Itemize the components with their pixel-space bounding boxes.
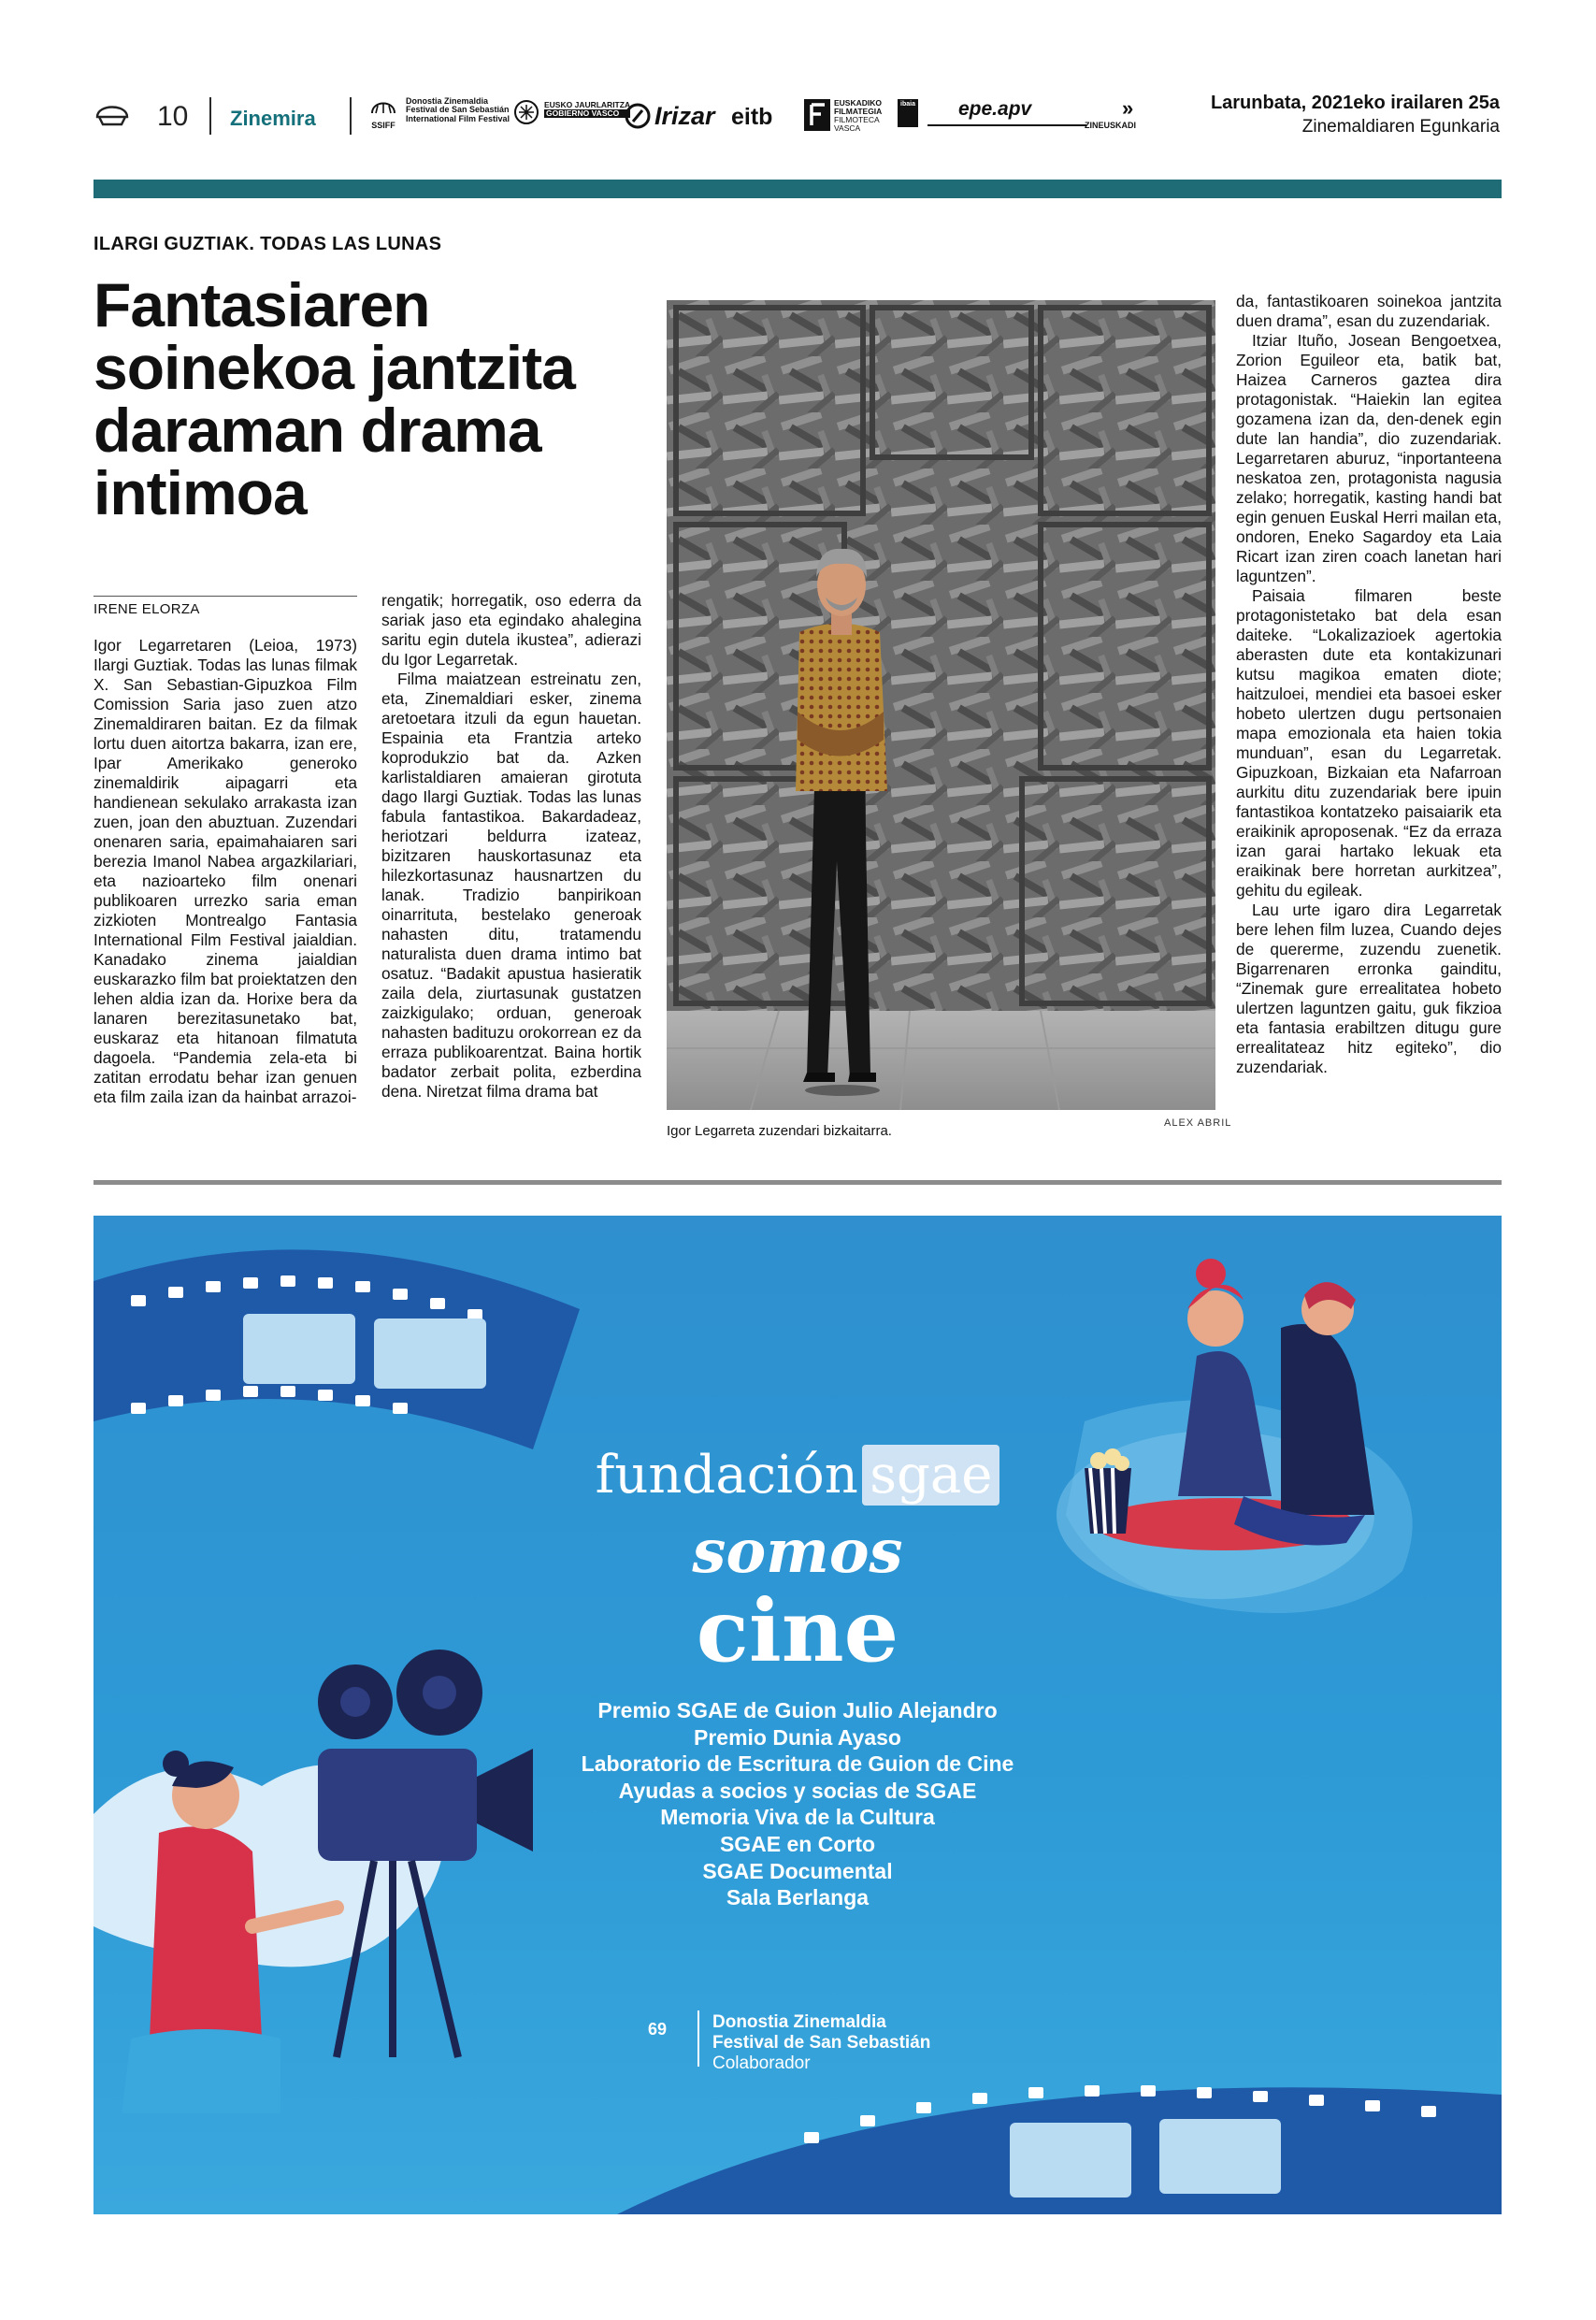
program-item: Premio SGAE de Guion Julio Alejandro <box>597 1698 998 1722</box>
ssiff-short: SSIFF <box>371 121 395 130</box>
program-item: Laboratorio de Escritura de Guion de Cine <box>581 1751 1014 1777</box>
ssiff-line: Donostia Zinemaldia <box>406 96 489 106</box>
article-headline: Fantasiaren soinekoa jantzita daraman drama intimoa <box>93 270 575 527</box>
program-item: Sala Berlanga <box>726 1885 870 1910</box>
paragraph: da, fantastikoaren soinekoa jantzita duen drama”, esan du zuzendariak. <box>1236 292 1502 330</box>
festival-credit <box>712 2012 930 2074</box>
irizar-logo: Irizar <box>654 102 715 130</box>
festival-edition: 69 <box>648 2020 668 2039</box>
header-bar <box>93 180 1502 198</box>
paragraph: Itziar Ituño, Josean Bengoetxea, Zorion Eguileor eta, batik bat, Haizea Carneros gaztea dira protagonistak. “Haiekin lan egitea gozamena izan da, den-denek egin dute lan handia”, dio zuzendariak. Legarretaren aburuz, “inportanteena neskatoa zen, protagonista nagusia zelako; horregatik, kasting handi bat egin genuen Euskal Herri mailan eta, ondoren, Eneko Sagardoy eta Laia Ricart izan ziren coach lanetan hari laguntzen”. <box>1236 331 1502 585</box>
ssiff-logo <box>365 96 402 134</box>
festival-line: Donostia Zinemaldia <box>712 2012 886 2032</box>
ad-cine: cine <box>696 1580 899 1681</box>
program-item: Premio Dunia Ayaso <box>694 1724 901 1750</box>
program-item: Ayudas a socios y socias de SGAE <box>618 1778 977 1803</box>
divider <box>209 97 211 135</box>
epe-apv-rule <box>927 124 1086 126</box>
ssiff-name <box>406 97 510 123</box>
section-divider <box>93 1180 1502 1185</box>
gov-line: GOBIERNO VASCO <box>544 109 630 118</box>
eitb-logo: eitb <box>731 104 773 130</box>
zineuskadi-chevron-icon: » <box>1122 96 1134 120</box>
photo-credit: ALEX ABRIL <box>1164 1117 1232 1129</box>
filmoteca-line: FILMATEGIA <box>834 106 883 116</box>
article-photo <box>667 300 1215 1110</box>
filmoteca-line: VASCA <box>834 122 861 133</box>
byline: IRENE ELORZA <box>93 601 200 617</box>
filmoteca-line: EUSKADIKO <box>834 98 883 108</box>
irizar-icon <box>625 103 651 129</box>
filmoteca-icon <box>804 99 830 131</box>
zineuskadi-logo: ZINEUSKADI <box>1085 121 1137 130</box>
sgae-logo: sgae <box>862 1445 999 1506</box>
issue-date: Larunbata, 2021eko irailaren 25a <box>1210 93 1500 113</box>
brand-word: fundación <box>595 1445 858 1506</box>
article-column-1 <box>93 636 357 1107</box>
ad-brand <box>93 1445 1502 1506</box>
gov-line: EUSKO JAURLARITZA <box>544 100 631 109</box>
ibaia-logo: ibaia <box>898 99 918 127</box>
byline-rule <box>93 596 357 597</box>
article-kicker: ILARGI GUZTIAK. TODAS LAS LUNAS <box>93 234 442 254</box>
paragraph: rengatik; horregatik, oso ederra da sariak jaso eta egindako ahalegina saritu egin dutela ikustea”, adierazi du Igor Legarretak. <box>381 591 641 669</box>
ssiff-line: Festival de San Sebastián <box>406 105 510 115</box>
paragraph: Filma maiatzean estreinatu zen, eta, Zinemaldiari esker, zinema aretoetara itzuli da egun hauetan. Espainia eta Frantzia arteko koprodukzio bat da. Azken karlistaldiaren amaieran girotuta dago Ilargi Guztiak. Todas las lunas fabula fantastikoa. Bakardadeaz, heriotzari beldurra izateaz, bizitzaren hauskortasunaz eta hilezkortasunaz hausnartzen du lanak. Tradizio banpirikoan oinarrituta, bestelako generoak nahasten ditu, tratamendu naturalista duen drama intimo bat osatuz. “Badakit apustua hasieratik zaila dela, ziurtasunak gustatzen zaizkigulako; orduan, generoak nahasten badituzu orokorrean ez da erraza publikoarentzat. Baina hortik badator zerbait polita, ezberdina dena. Niretzat filma drama bat <box>381 670 641 1101</box>
paragraph: Paisaia filmaren beste protagonistetako bat dela esan daiteke. “Lokalizazioek agertokia aberasten dute eta kontakizunari kutsu magikoa ematen diote; haitzuloei, mendiei eta basoei esker hobeto ulertzen dugu pertsonaien mapa emozionala eta haien tokia munduan”, esan du Legarretak. Gipuzkoan, Bizkaian eta Nafarroan aurkitu ditu zuzendariak bere ipuin fantastikoa kontatzeko paisaiarik eta eraikinik aproposenak. “Ez da erraza izan garai hartako lekuak eta eraikinak bere horretan aurkitzea”, gehitu du egileak. <box>1236 586 1502 900</box>
epe-apv-logo: epe.apv <box>958 98 1032 120</box>
article-column-2 <box>381 591 641 1102</box>
filmoteca-line: FILMOTECA <box>834 114 880 124</box>
gov-crest-icon <box>513 99 539 125</box>
festival-role: Colaborador <box>712 2053 811 2073</box>
festival-line: Festival de San Sebastián <box>712 2033 931 2053</box>
ad-divider <box>697 2010 699 2067</box>
program-list <box>93 1697 1502 1911</box>
paper-name: Zinemaldiaren Egunkaria <box>1301 117 1500 137</box>
shell-logo-icon <box>93 96 131 128</box>
divider <box>350 97 352 135</box>
section-label: Zinemira <box>230 107 316 130</box>
ssiff-line: International Film Festival <box>406 113 510 123</box>
gov-name <box>544 101 630 118</box>
ad-somos: somos <box>692 1517 903 1587</box>
program-item: Memoria Viva de la Cultura <box>660 1805 935 1830</box>
page-number: 10 <box>157 101 189 132</box>
program-item: SGAE en Corto <box>719 1831 876 1856</box>
filmoteca-name <box>834 99 882 133</box>
program-item: SGAE Documental <box>702 1858 893 1883</box>
photo-caption: Igor Legarreta zuzendari bizkaitarra. <box>667 1123 892 1139</box>
paragraph: Igor Legarretaren (Leioa, 1973) Ilargi Guztiak. Todas las lunas filmak X. San Sebastian-Gipuzkoa Film Comission Saria jaso zuen atzo Zinemaldiraren baitan. Ez da filmak lortu duen aitortza bakarra, izan ere, Ipar Amerikako generoko zinemaldirik aipagarri eta handienean sekulako arrakasta izan zuen, joan den abuztuan. Zuzendari onenaren saria, epaimahaiaren sari berezia Imanol Nabea argazkilariari, eta nazioarteko film onenari publikoaren urrezko saria eman zizkioten Montrealgo Fantasia International Film Festival jaialdian. Kanadako zinema jaialdian euskarazko film bat proiektatzen den lehen aldia izan da. Horixe bera da lanaren berezitasunetako bat, euskaraz eta hitanoan filmatuta dagoela. “Pandemia zela-eta bi zatitan errodatu behar izan genuen eta film zaila izan da hainbat arrazoi- <box>93 636 357 1106</box>
paragraph: Lau urte igaro dira Legarretak bere lehen film luzea, Cuando dejes de quererme, zuzendu zuenetik. Bigarrenaren erronka gainditu, “Zinemak gure errealitatea hobeto ulertzen laguntzen gaitu, guk fikzioa eta fantasia erabiltzen ditugu gure errealitateaz hitz egiteko”, dio zuzendariak. <box>1236 901 1502 1076</box>
article-column-3 <box>1236 292 1502 1077</box>
